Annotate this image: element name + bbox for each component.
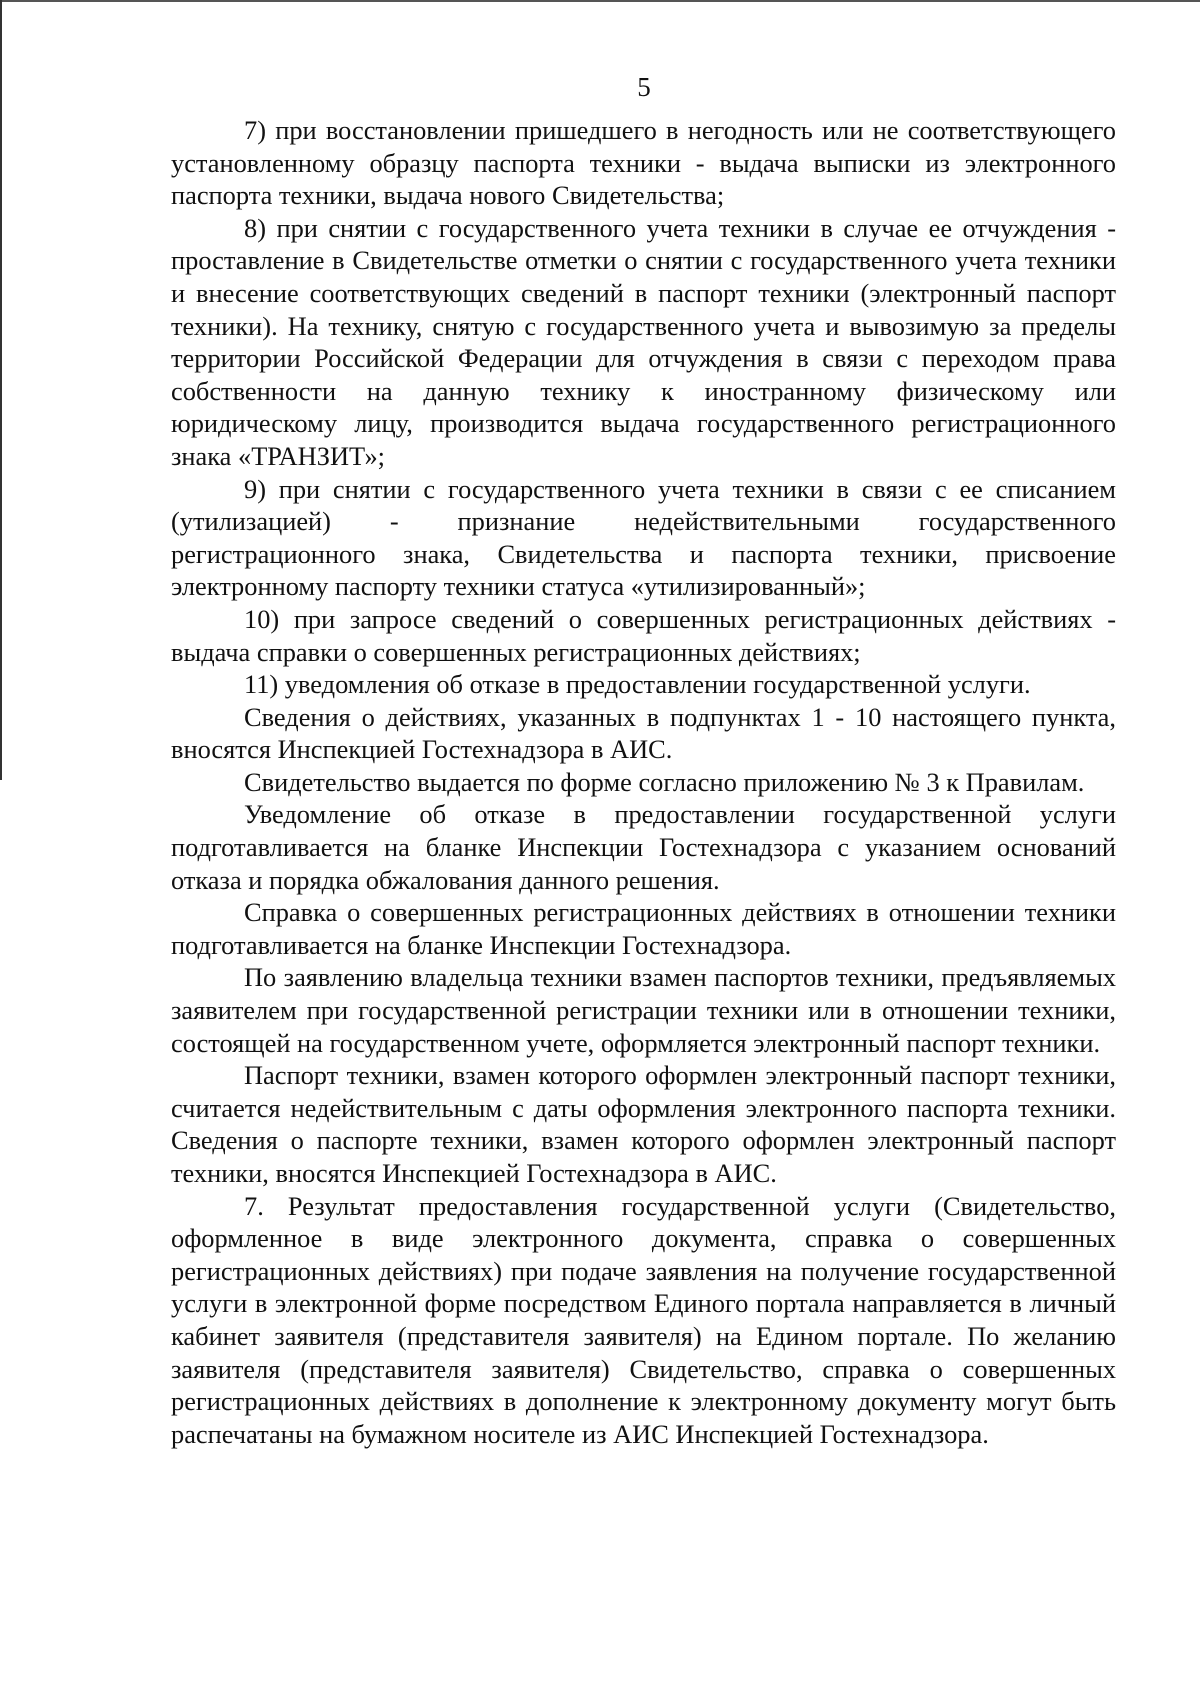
paragraph-section-7-result: 7. Результат предоставления государственной услуги (Свидетельство, оформленное в виде электронного документа, справка о совершенных регистрационных действиях) при подаче заявления на получение государственной услуги в электронной форме посредством Единого портала направляется в личный кабинет заявителя (представителя заявителя) на Едином портале. По желанию заявителя (представителя заявителя) Свидетельство, справка о совершенных регистрационных действиях в дополнение к электронному документу могут быть распечатаны на бумажном носителе из АИС Инспекцией Гостехнадзора. bbox=[171, 1190, 1116, 1449]
paragraph-certificate-form: Свидетельство выдается по форме согласно приложению № 3 к Правилам. bbox=[244, 766, 1085, 797]
page-number: 5 bbox=[637, 72, 651, 102]
document-body bbox=[171, 114, 1116, 1450]
paragraph-item-8: 8) при снятии с государственного учета техники в случае ее отчуждения - проставление в Свидетельстве отметки о снятии с государственного учета техники и внесение соответствующих сведений в паспорт техники (электронный паспорт техники). На технику, снятую с государственного учета и вывозимую за пределы территории Российской Федерации для отчуждения в связи с переходом права собственности на данную технику к иностранному физическому или юридическому лицу, производится выдача государственного регистрационного знака «ТРАНЗИТ»; bbox=[171, 212, 1116, 471]
paragraph-item-9: 9) при снятии с государственного учета техники в связи с ее списанием (утилизацией) - признание недействительными государственного регистрационного знака, Свидетельства и паспорта техники, присвоение электронному паспорту техники статуса «утилизированный»; bbox=[171, 473, 1116, 602]
paragraph-passport-invalid: Паспорт техники, взамен которого оформлен электронный паспорт техники, считается недействительным с даты оформления электронного паспорта техники. Сведения о паспорте техники, взамен которого оформлен электронный паспорт техники, вносятся Инспекцией Гостехнадзора в АИС. bbox=[171, 1060, 1116, 1188]
paragraph-electronic-passport: По заявлению владельца техники взамен паспортов техники, предъявляемых заявителем при государственной регистрации техники или в отношении техники, состоящей на государственном учете, оформляется электронный паспорт техники. bbox=[171, 962, 1116, 1058]
scan-left-edge bbox=[0, 0, 2, 780]
scan-top-edge bbox=[0, 0, 1200, 2]
paragraph-item-7: 7) при восстановлении пришедшего в негодность или не соответствующего установленному образцу паспорта техники - выдача выписки из электронного паспорта техники, выдача нового Свидетельства; bbox=[171, 115, 1116, 211]
paragraph-item-10: 10) при запросе сведений о совершенных регистрационных действиях - выдача справки о совершенных регистрационных действиях; bbox=[171, 603, 1116, 667]
paragraph-certificate-of-actions: Справка о совершенных регистрационных действиях в отношении техники подготавливается на бланке Инспекции Гостехнадзора. bbox=[171, 897, 1116, 960]
paragraph-refusal-notice: Уведомление об отказе в предоставлении государственной услуги подготавливается на бланке Инспекции Гостехнадзора с указанием оснований отказа и порядка обжалования данного решения. bbox=[171, 799, 1116, 895]
paragraph-item-11: 11) уведомления об отказе в предоставлении государственной услуги. bbox=[244, 669, 1031, 700]
paragraph-ais-entry: Сведения о действиях, указанных в подпунктах 1 - 10 настоящего пункта, вносятся Инспекцией Гостехнадзора в АИС. bbox=[171, 701, 1116, 765]
